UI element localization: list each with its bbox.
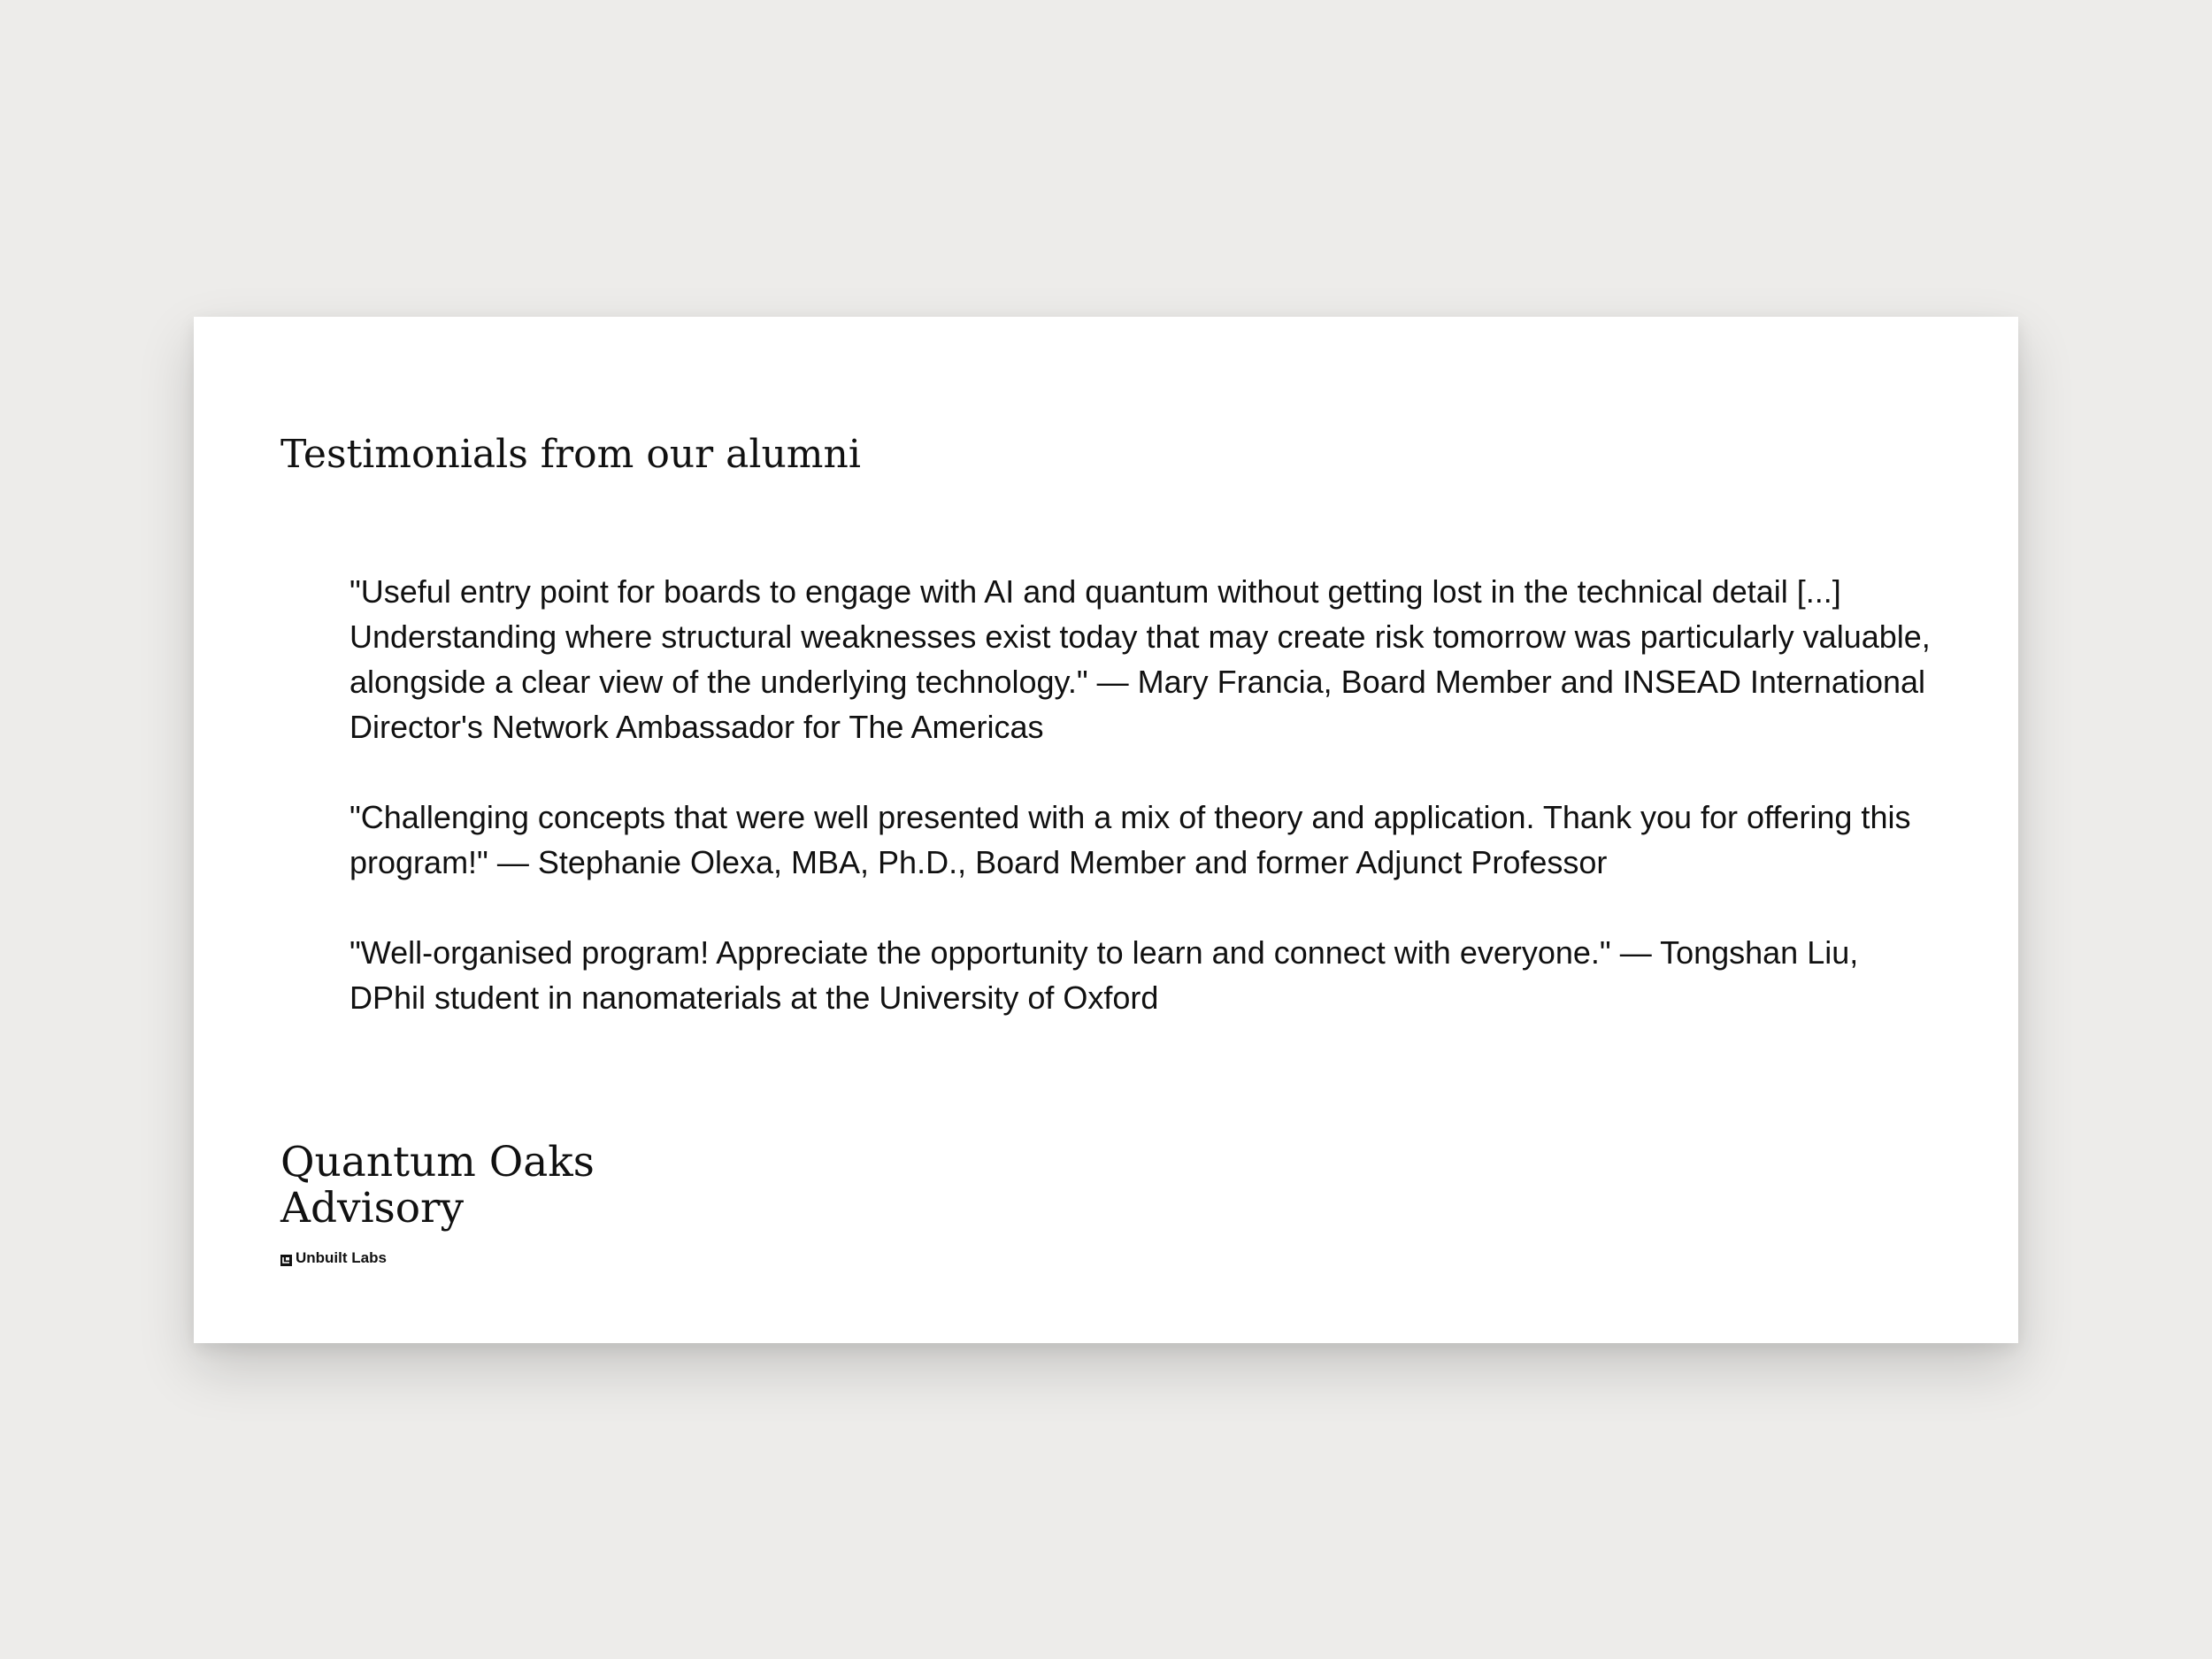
brand-name-line-2: Advisory (280, 1184, 465, 1233)
slide-heading: Testimonials from our alumni (280, 432, 861, 477)
brand-block (280, 1140, 595, 1267)
unbuilt-labs-logo-icon (280, 1253, 292, 1264)
sub-brand (280, 1249, 595, 1267)
testimonial-list (349, 569, 1942, 1065)
sub-brand-label: Unbuilt Labs (296, 1249, 387, 1266)
testimonial-stephanie-olexa: "Challenging concepts that were well presented with a mix of theory and application. Thank you for offering this program!" — Stephanie Olexa, MBA, Ph.D., Board Member and former Adjunct Professor (349, 799, 1911, 880)
testimonial-mary-francia: "Useful entry point for boards to engage with AI and quantum without getting lost in the technical detail [...] Understanding where structural weaknesses exist today that may create risk tomorrow was particularly valuable, alongside a clear view of the underlying technology." — Mary Francia, Board Member and INSEAD International Director's Network Ambassador for The Americas (349, 573, 1931, 745)
testimonial-slide (194, 317, 2018, 1343)
testimonial-tongshan-liu: "Well-organised program! Appreciate the opportunity to learn and connect with everyone." — Tongshan Liu, DPhil student in nanomaterials at the University of Oxford (349, 934, 1859, 1016)
brand-name-line-1: Quantum Oaks (280, 1138, 595, 1187)
brand-name (280, 1140, 595, 1232)
